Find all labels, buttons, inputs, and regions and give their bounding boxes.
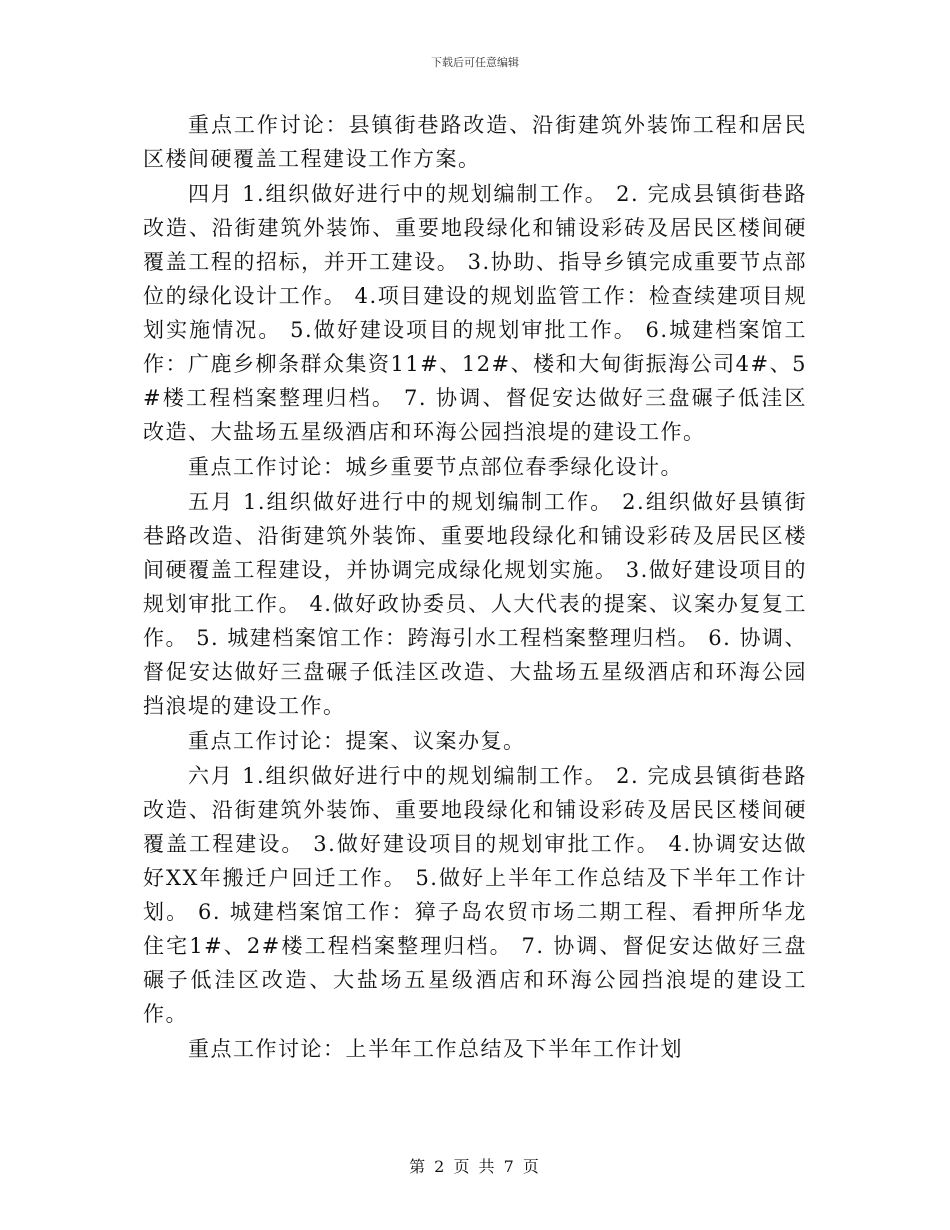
- document-body: [143, 108, 807, 1066]
- paragraph-key-discussion-4: 重点工作讨论：上半年工作总结及下半年工作计划: [188, 1037, 683, 1061]
- paragraph-key-discussion-2: 重点工作讨论：城乡重要节点部位春季绿化设计。: [188, 455, 683, 479]
- paragraph-may: 五月 1.组织做好进行中的规划编制工作。 2.组织做好县镇街巷路改造、沿街建筑外装饰、重要地段绿化和铺设彩砖及居民区楼间硬覆盖工程建设，并协调完成绿化规划实施。 3.做好建设项目的规划审批工作。 4.做好政协委员、人大代表的提案、议案办复复工作。 5. 城建档案馆工作：跨海引水工程档案整理归档。 6. 协调、督促安达做好三盘碾子低洼区改造、大盐场五星级酒店和环海公园挡浪堤的建设工作。: [143, 490, 807, 718]
- paragraph-june: 六月 1.组织做好进行中的规划编制工作。 2. 完成县镇街巷路改造、沿街建筑外装饰、重要地段绿化和铺设彩砖及居民区楼间硬覆盖工程建设。 3.做好建设项目的规划审批工作。 4.协调安达做好XX年搬迁户回迁工作。 5.做好上半年工作总结及下半年工作计划。 6. 城建档案馆工作：獐子岛农贸市场二期工程、看押所华龙住宅1#、2#楼工程档案整理归档。 7. 协调、督促安达做好三盘碾子低洼区改造、大盐场五星级酒店和环海公园挡浪堤的建设工作。: [143, 764, 807, 1026]
- page-number-label: 第 2 页 共 7 页: [409, 1157, 541, 1176]
- paragraph-key-discussion-1: 重点工作讨论：县镇街巷路改造、沿街建筑外装饰工程和居民区楼间硬覆盖工程建设工作方案。: [143, 113, 807, 171]
- paragraph-april: 四月 1.组织做好进行中的规划编制工作。 2. 完成县镇街巷路改造、沿街建筑外装饰、重要地段绿化和铺设彩砖及居民区楼间硬覆盖工程的招标，并开工建设。 3.协助、指导乡镇完成重要节点部位的绿化设计工作。 4.项目建设的规划监管工作：检查续建项目规划实施情况。 5.做好建设项目的规划审批工作。 6.城建档案馆工作：广鹿乡柳条群众集资11#、12#、楼和大甸街振海公司4#、5#楼工程档案整理归档。 7. 协调、督促安达做好三盘碾子低洼区改造、大盐场五星级酒店和环海公园挡浪堤的建设工作。: [143, 182, 807, 444]
- paragraph-key-discussion-3: 重点工作讨论：提案、议案办复。: [188, 729, 526, 753]
- page-footer-number: [0, 1154, 950, 1177]
- page-header-note: 下载后可任意编辑: [431, 56, 519, 69]
